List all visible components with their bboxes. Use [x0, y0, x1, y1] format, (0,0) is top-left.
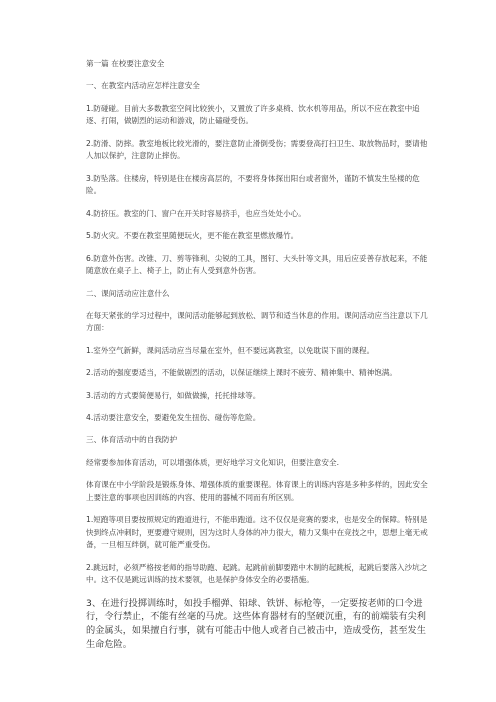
section-heading: 三、体育活动中的自我防护: [86, 435, 178, 445]
paragraph: 4.活动要注意安全，要避免发生扭伤、碰伤等危险。: [86, 413, 261, 423]
paragraph: 5.防火灾。不要在教室里随便玩火，更不能在教室里燃放爆竹。: [86, 231, 299, 241]
paragraph: 3.活动的方式要简便易行，如做做操，托托排球等。: [86, 390, 261, 400]
document-body: [86, 58, 428, 651]
paragraph: 6.防意外伤害。改锥、刀、剪等锋利、尖锐的工具，图钉、大头针等文具，用后应妥善存放起来，不能随意放在桌子上、椅子上，防止有人受到意外伤害。: [86, 253, 428, 276]
paragraph: 1.短跑等项目要按照规定的跑道进行，不能串跑道。这不仅仅是竞赛的要求，也是安全的保障。特别是快到终点冲刺时，更要遵守规则，因为这时人身体的冲力很大，精力又集中在竞技之中，思想上毫无戒备，一旦相互绊倒，就可能严重受伤。: [86, 515, 428, 550]
paragraph-large: 3、在进行投掷训练时，如投手榴弹、铅球、铁饼、标枪等，一定要按老师的口令进行，令行禁止，不能有丝毫的马虎。这些体育器材有的坚硬沉重，有的前端装有尖利的金属头，如果擅自行事，就有可能击中他人或者自己被击中，造成受伤，甚至发生生命危险。: [86, 597, 426, 650]
paragraph: 3.防坠落。住楼房，特别是住在楼房高层的，不要将身体探出阳台或者窗外，谨防不慎发生坠楼的危险。: [86, 173, 420, 196]
paragraph: 4.防挤压。教室的门、窗户在开关时容易挤手，也应当处处小心。: [86, 208, 306, 218]
paragraph: 2.防滑、防摔。教室地板比较光滑的，要注意防止滑倒受伤；需要登高打扫卫生、取放物品时，要请他人加以保护，注意防止摔伤。: [86, 138, 428, 161]
paragraph: 2.跳远时，必须严格按老师的指导助跑、起跳。起跳前前脚要踏中木制的起跳板，起跳后要落入沙坑之中。这不仅是跳远训练的技术要领，也是保护身体安全的必要措施。: [86, 562, 428, 585]
document-title: 第一篇 在校要注意安全: [86, 59, 165, 68]
paragraph: 体育课在中小学阶段是锻炼身体、增强体质的重要课程。体育课上的训练内容是多种多样的，因此安全上要注意的事项也因训练的内容、使用的器械不同而有所区别。: [86, 480, 428, 502]
paragraph: 2.活动的强度要适当，不能做剧烈的活动，以保证继续上课时不疲劳、精神集中、精神饱满。: [86, 368, 397, 378]
paragraph: 1.室外空气新鲜，课间活动应当尽量在室外，但不要远离教室，以免耽误下面的课程。: [86, 345, 375, 355]
paragraph: 在每天紧张的学习过程中，课间活动能够起到放松、调节和适当休息的作用。课间活动应当注意以下几方面：: [86, 310, 428, 333]
section-heading: 二、课间活动应注意什么: [86, 288, 170, 298]
paragraph: 1.防碰碰。目前大多数教室空间比较狭小，又置放了许多桌椅、饮水机等用品，所以不应在教室中追逐、打闹，做剧烈的运动和游戏，防止磕碰受伤。: [86, 103, 420, 126]
paragraph: 经常要参加体育活动，可以增强体质，更好地学习文化知识，但要注意安全.: [86, 457, 340, 467]
section-heading: 一、在教室内活动应怎样注意安全: [86, 81, 200, 91]
